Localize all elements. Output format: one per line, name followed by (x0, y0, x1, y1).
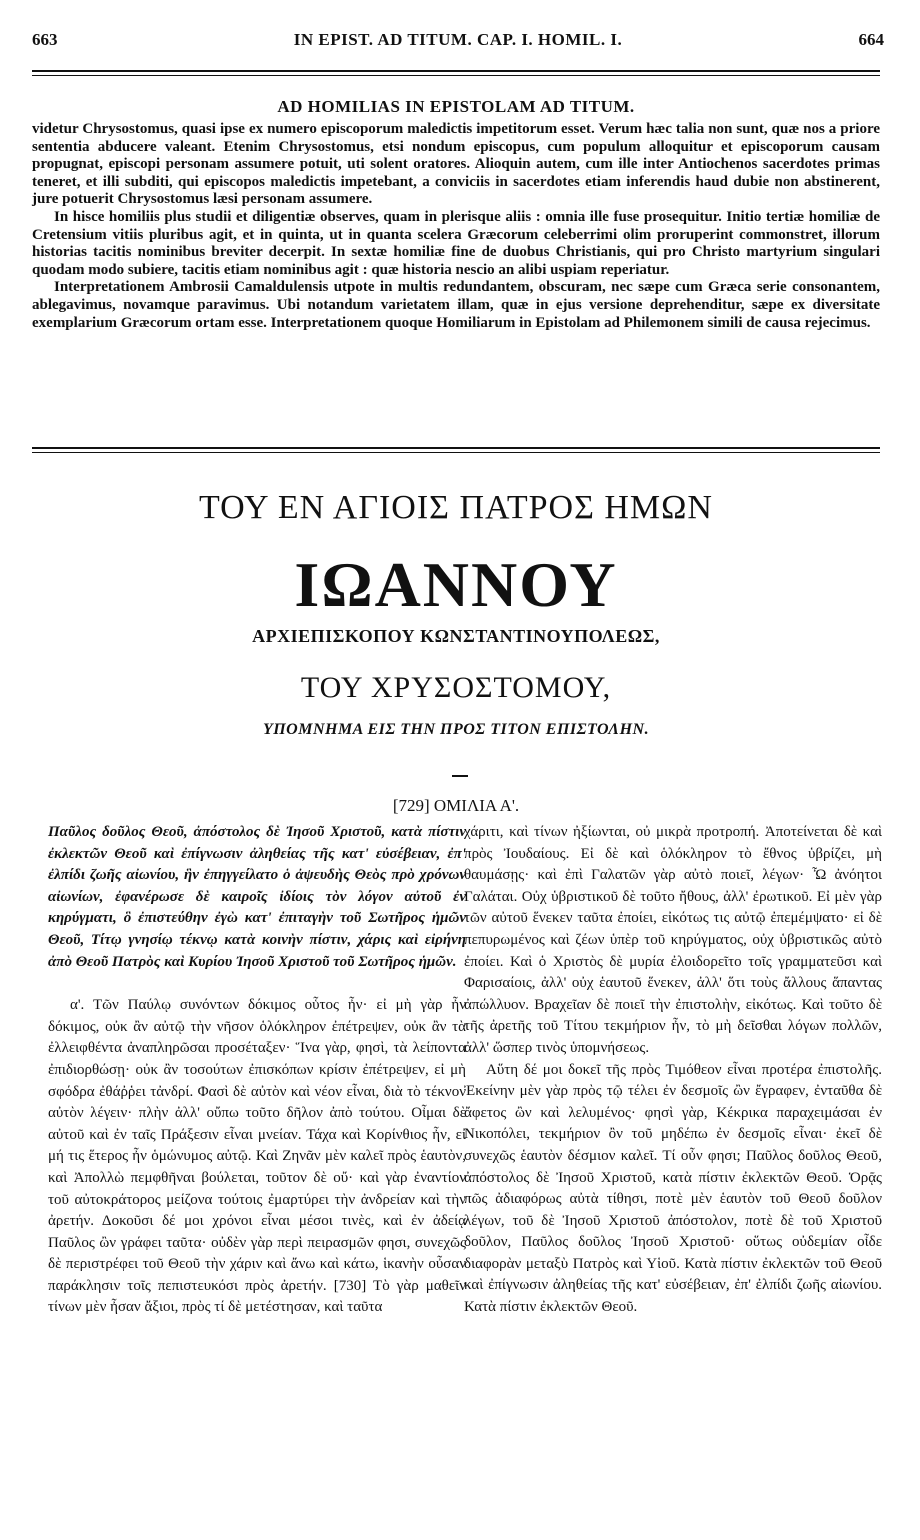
running-title: IN EPIST. AD TITUM. CAP. I. HOMIL. I. (293, 30, 623, 49)
title-author-name: ΙΩΑΝΝΟΥ (294, 549, 618, 620)
body-paragraph: χάριτι, καὶ τίνων ἠξίωνται, οὐ μικρὰ προτροπή. Ἀποτείνεται δὲ καὶ πρὸς Ἰουδαίους. Εἰ δὲ καὶ ὁλόκληρον τὸ ἔθνος ὑβρίζει, μὴ θαυμάσῃς· καὶ ἐπὶ Γαλατῶν γὰρ αὐτὸ ποιεῖ, λέγων· Ὦ ἀνόητοι Γαλάται. Οὐχ ὑβριστικοῦ δὲ τοῦτο ἤθους, ἀλλ' ἐρωτικοῦ. Εἰ μὲν γὰρ τῶν αὐτοῦ ἕνεκεν ταῦτα ἐποίει, εἰκότως τις αὐτῷ ἐπεμέμψατο· εἰ δὲ πεπυρωμένος καὶ ζέων ὑπὲρ τοῦ κηρύγματος, οὐχ ὑβριστικῶς αὐτὸ ἐποίει. Καὶ ὁ Χριστὸς δὲ μυρία ἐλοιδορεῖτο τοῖς γραμματεῦσι καὶ Φαρισαίοις, ἀλλ' οὐχ ἑαυτοῦ ἕνεκεν, ἀλλ' ὅτι τοὺς ἄλλους ἅπαντας ἀπώλλυον. Βραχεῖαν δὲ ποιεῖ τὴν ἐπιστολὴν, εἰκότως. Καὶ τοῦτο δὲ τῆς ἀρετῆς τοῦ Τίτου τεκμήριον ἦν, τὸ μὴ δεῖσθαι λόγων πολλῶν, ἀλλ' ὥσπερ τινὸς ὑπομνήσεως. (464, 824, 882, 1056)
section-rule (32, 447, 880, 449)
page-number-left: 663 (32, 30, 58, 49)
title-line-3: ΑΡΧΙΕΠΙΣΚΟΠΟΥ ΚΩΝΣΤΑΝΤΙΝΟΥΠΟΛΕΩΣ, (252, 626, 660, 646)
body-paragraph: α'. Τῶν Παύλῳ συνόντων δόκιμος οὗτος ἦν· εἰ μὴ γὰρ ἦν δόκιμος, οὐκ ἂν αὐτῷ τὴν νῆσον ὁλόκληρον ἐπέτρεψεν, οὐκ ἂν τὰ ἐλλειφθέντα ἀναπληρῶσαι προσέταξεν· Ἵνα γὰρ, φησὶ, τὰ λείποντα ἐπιδιορθώσῃ· οὐκ ἂν τοσούτων ἐπισκόπων κρίσιν ἐπέτρεψεν, εἰ μὴ σφόδρα ἐθάῤῥει τἀνδρί. Φασὶ δὲ αὐτὸν καὶ νέον εἶναι, διὰ τὸ τέκνον αὐτὸν λέγειν· πλὴν ἀλλ' οὔπω τοῦτο δῆλον ἀπὸ τούτου. Οἶμαι δὲ αὐτοῦ καὶ ἐν ταῖς Πράξεσιν εἶναι μνείαν. Τάχα καὶ Κορίνθιος ἦν, εἰ μή τις ἕτερος ἦν ὁμώνυμος αὐτῷ. Καὶ Ζηνᾶν μὲν καλεῖ πρὸς ἑαυτὸν, καὶ Ἀπολλὼ πεμφθῆναι βούλεται, τοῦτον δὲ οὔ· καὶ γὰρ ἐναντίον τοῦ αὐτοκράτορος μείζονα τούτοις ἐμαρτύρει τὴν ἀνδρείαν καὶ τὴν ἀρετήν. Δοκοῦσι δέ μοι χρόνοι εἶναι μέσοι τινὲς, καὶ ἐν ἀδείᾳ Παῦλος ὢν γράφει ταῦτα· οὐδὲν γὰρ περὶ πειρασμῶν φησι, συνεχῶς δὲ περιστρέφει τοῦ Θεοῦ τὴν χάριν καὶ ἄνω καὶ κάτω, ἱκανὴν οὖσαν παράκλησιν τοῖς πεπιστευκόσι πρὸς ἀρετήν. [730] Τὸ γὰρ μαθεῖν τίνων μὲν ἦσαν ἄξιοι, πρὸς τί δὲ μετέστησαν, καὶ ταῦτα (48, 997, 466, 1316)
title-line-4: ΤΟΥ ΧΡΥΣΟΣΤΟΜΟΥ, (300, 671, 612, 704)
preface-paragraph: videtur Chrysostomus, quasi ipse ex numero episcoporum maledictis impetitorum esset. Verum hæc talia non sunt, quæ nos a priore sententia abducere valeant. Etenim Chrysostomus, etsi nondum episcopus, cum populum alloquitur et episcoporum causam propugnat, episcopi personam assumere potuit, uti solent oratores. Alioquin autem, cum ille inter Antiochenos sacerdotes primas teneret, et illi subditi, qui episcopos maledictis impetebant, a conviciis in sacerdotes etiam inferendis haud dubie non abstinerent, jure potuerit Chrysostomus læsi personam assumere. (32, 121, 880, 208)
preface-text (32, 121, 880, 332)
preface-paragraph: In hisce homiliis plus studii et diligentiæ observes, quam in plerisque aliis : omnia ille fuse prosequitur. Initio tertiæ homiliæ de Cretensium vitiis pluribus agit, et in quinta, ut in quanta scelera Græcorum celeberrimi olim proruperint commonstret, illorum historias tacitis nominibus breviter decerpit. In sextæ homiliæ fine de duobus Christianis, qui pro Christo martyrium singulari quodam modo subiere, tacitis etiam nominibus agit : quæ historia nescio an alibi uspiam reperiatur. (32, 208, 880, 278)
running-head (32, 30, 884, 50)
title-dash (452, 775, 468, 777)
header-rule-thin (32, 75, 880, 76)
preface-title: AD HOMILIAS IN EPISTOLAM AD TITUM. (277, 97, 635, 116)
title-subtitle: ΥΠΟΜΝΗΜΑ ΕΙΣ ΤΗΝ ΠΡΟΣ ΤΙΤΟΝ ΕΠΙΣΤΟΛΗΝ. (262, 721, 650, 738)
preface-paragraph: Interpretationem Ambrosii Camaldulensis utpote in multis redundantem, obscuram, nec sæpe cum Græca serie consonantem, ablegavimus, novamque paravimus. Ubi notandum varietatem illam, quæ in ejus versione deprehenditur, sæpe ex diversitate exemplarium Græcorum ortam esse. Interpretationem quoque Homiliarum in Epistolam ad Philemonem simili de causa rejecimus. (32, 279, 880, 331)
right-column (464, 822, 882, 1319)
homily-heading: [729] ΟΜΙΛΙΑ Α'. (392, 796, 520, 815)
page-number-right: 664 (858, 30, 884, 49)
title-line-1: ΤΟΥ ΕΝ ΑΓΙΟΙΣ ΠΑΤΡΟΣ ΗΜΩΝ (199, 489, 713, 526)
section-rule-thin (32, 452, 880, 453)
left-column (48, 822, 466, 1319)
body-paragraph: Αὕτη δέ μοι δοκεῖ τῆς πρὸς Τιμόθεον εἶναι προτέρα ἐπιστολῆς. Ἐκείνην μὲν γὰρ πρὸς τῷ τέλει ἐν δεσμοῖς ὢν ἔγραφεν, ἐνταῦθα δὲ ἄφετος ὢν καὶ λελυμένος· φησὶ γὰρ, Κέκρικα παραχειμάσαι ἐν Νικοπόλει, τεκμήριον ὂν τοῦ μηδέπω ἐν δεσμοῖς εἶναι· ἐκεῖ δὲ συνεχῶς ἑαυτὸν δέσμιον καλεῖ. Τί οὖν φησι; Παῦλος δοῦλος Θεοῦ, ἀπόστολος δὲ Ἰησοῦ Χριστοῦ, κατὰ πίστιν ἐκλεκτῶν Θεοῦ. Ὁρᾷς πῶς ἀδιαφόρως αὐτὰ τίθησι, ποτὲ μὲν ἑαυτὸν τοῦ Θεοῦ δοῦλον λέγων, τοῦ δὲ Ἰησοῦ Χριστοῦ ἀπόστολον, ποτὲ δὲ τοῦ Χριστοῦ δοῦλον, Παῦλος δοῦλος Ἰησοῦ Χριστοῦ· οὕτως οὐδεμίαν οἶδε διαφορὰν μεταξὺ Πατρὸς καὶ Υἱοῦ. Κατὰ πίστιν ἐκλεκτῶν τοῦ Θεοῦ καὶ ἐπίγνωσιν ἀληθείας τῆς κατ' εὐσέβειαν, ἐπ' ἐλπίδι ζωῆς αἰωνίου. Κατὰ πίστιν ἐκλεκτῶν Θεοῦ. (464, 1061, 882, 1316)
header-rule (32, 70, 880, 72)
scripture-lemma: Παῦλος δοῦλος Θεοῦ, ἀπόστολος δὲ Ἰησοῦ Χριστοῦ, κατὰ πίστιν ἐκλεκτῶν Θεοῦ καὶ ἐπίγνωσιν ἀληθείας τῆς κατ' εὐσέβειαν, ἐπ' ἐλπίδι ζωῆς αἰωνίου, ἣν ἐπηγγείλατο ὁ ἀψευδὴς Θεὸς πρὸ χρόνων αἰωνίων, ἐφανέρωσε δὲ καιροῖς ἰδίοις τὸν λόγον αὐτοῦ ἐν κηρύγματι, ὃ ἐπιστεύθην ἐγὼ κατ' ἐπιταγὴν τοῦ Σωτῆρος ἡμῶν Θεοῦ, Τίτῳ γνησίῳ τέκνῳ κατὰ κοινὴν πίστιν, χάρις καὶ εἰρήνη ἀπὸ Θεοῦ Πατρὸς καὶ Κυρίου Ἰησοῦ Χριστοῦ τοῦ Σωτῆρος ἡμῶν. (48, 824, 466, 970)
